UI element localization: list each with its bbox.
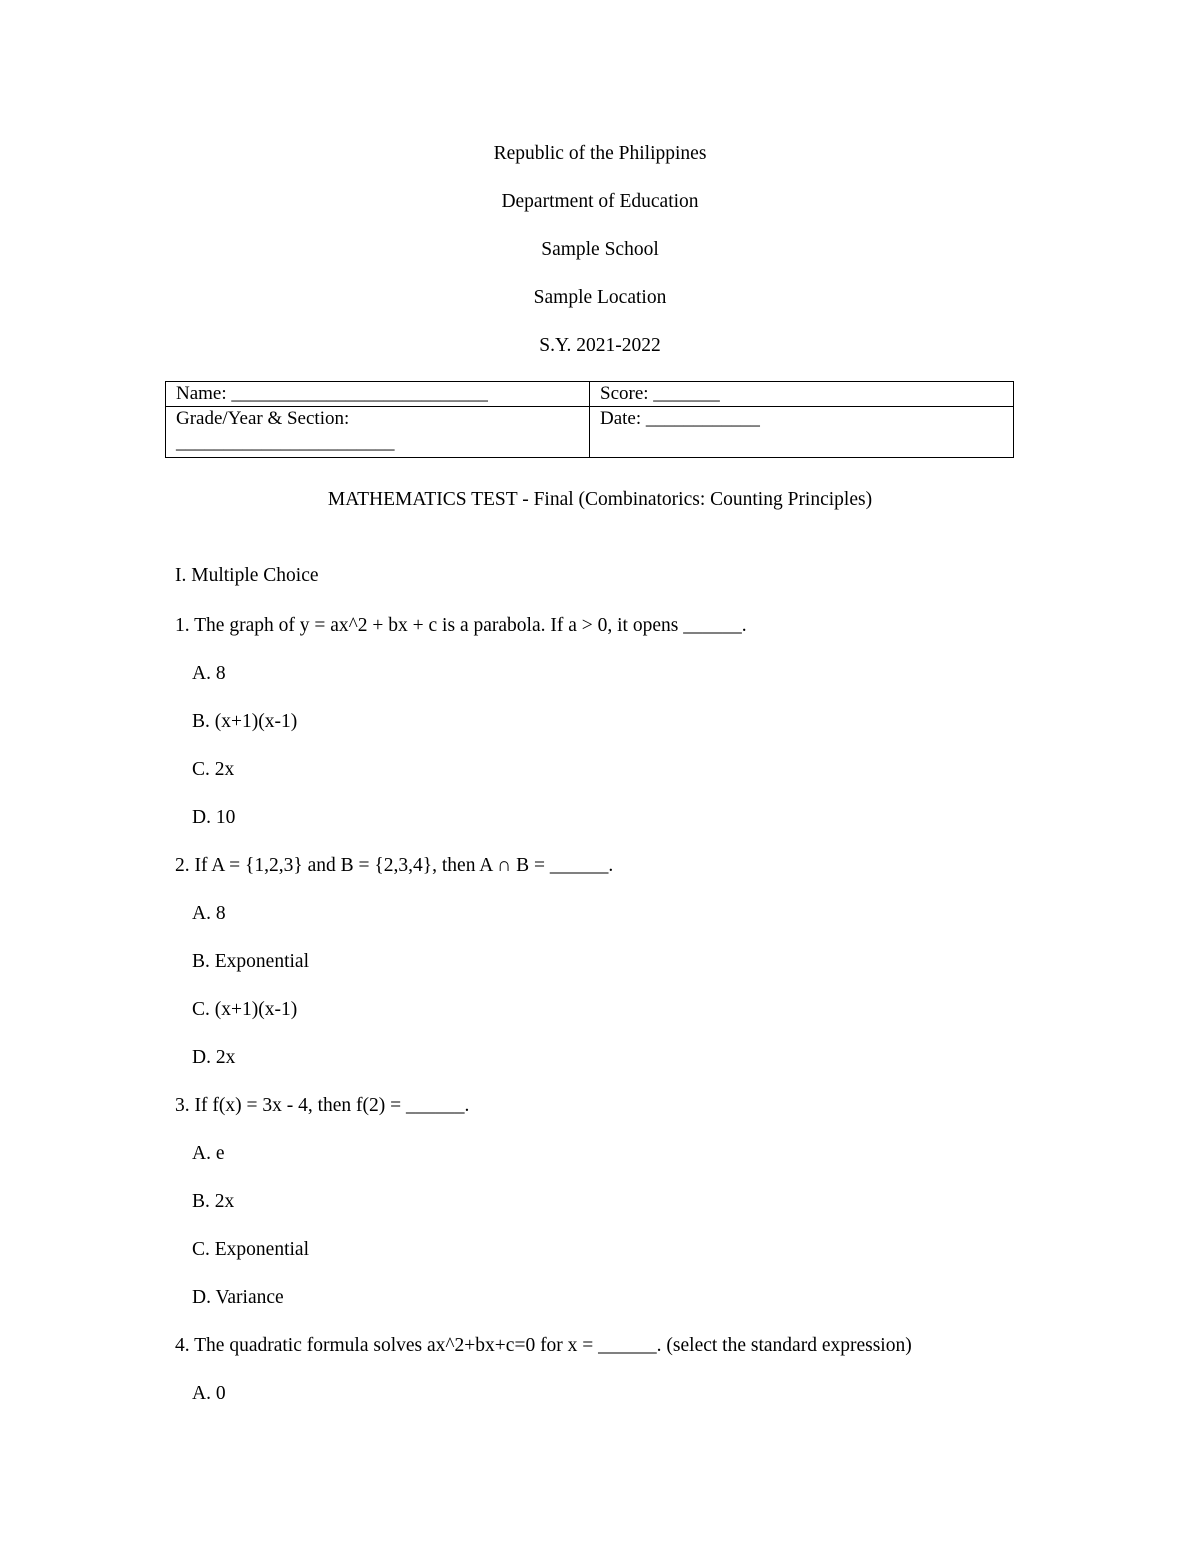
score-field: Score: _______ bbox=[590, 382, 1014, 407]
question-2-option-a: A. 8 bbox=[192, 903, 226, 924]
question-2: 2. If A = {1,2,3} and B = {2,3,4}, then A ∩ B = ______. bbox=[175, 855, 614, 876]
question-4: 4. The quadratic formula solves ax^2+bx+c=0 for x = ______. (select the standard expression) bbox=[175, 1335, 912, 1356]
question-1-option-a: A. 8 bbox=[192, 663, 226, 684]
grade-section-blank: _______________________ bbox=[176, 432, 395, 453]
student-info-table bbox=[165, 381, 1014, 458]
header-department: Department of Education bbox=[501, 191, 699, 212]
question-3-option-d: D. Variance bbox=[192, 1287, 284, 1308]
question-3: 3. If f(x) = 3x - 4, then f(2) = ______. bbox=[175, 1095, 470, 1116]
name-field: Name: ___________________________ bbox=[166, 382, 590, 407]
header-republic: Republic of the Philippines bbox=[493, 143, 707, 164]
question-2-option-b: B. Exponential bbox=[192, 951, 309, 972]
question-3-option-c: C. Exponential bbox=[192, 1239, 309, 1260]
test-title: MATHEMATICS TEST - Final (Combinatorics: Counting Principles) bbox=[327, 489, 873, 510]
header-location: Sample Location bbox=[533, 287, 667, 308]
section-title: I. Multiple Choice bbox=[175, 565, 319, 586]
date-field: Date: ____________ bbox=[590, 407, 1014, 458]
question-1-option-b: B. (x+1)(x-1) bbox=[192, 711, 298, 732]
header-school: Sample School bbox=[541, 239, 659, 260]
question-4-option-a: A. 0 bbox=[192, 1383, 226, 1404]
question-1-option-d: D. 10 bbox=[192, 807, 236, 828]
header-school-year: S.Y. 2021-2022 bbox=[539, 335, 661, 356]
grade-section-field bbox=[166, 407, 590, 458]
question-1: 1. The graph of y = ax^2 + bx + c is a parabola. If a > 0, it opens ______. bbox=[175, 615, 747, 636]
question-3-option-a: A. e bbox=[192, 1143, 225, 1164]
question-2-option-d: D. 2x bbox=[192, 1047, 236, 1068]
question-1-option-c: C. 2x bbox=[192, 759, 235, 780]
question-3-option-b: B. 2x bbox=[192, 1191, 235, 1212]
grade-section-label: Grade/Year & Section: bbox=[176, 408, 350, 429]
question-2-option-c: C. (x+1)(x-1) bbox=[192, 999, 298, 1020]
